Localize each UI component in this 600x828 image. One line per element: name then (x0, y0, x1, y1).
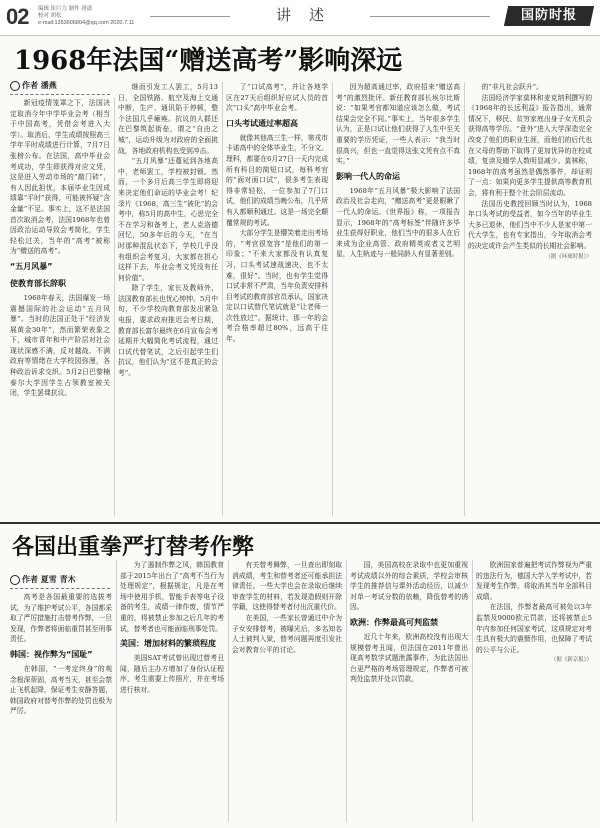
article-byline: 作者 潘燕 (10, 80, 57, 91)
article-headline: 1968年法国“赠送高考”影响深远 (14, 46, 403, 76)
paragraph: 高考是各国最重要的选拔考试，为了维护考试公平，各国都采取了严厉措施打击替考作弊，一旦发现，作弊者将面临重罚甚至刑事责任。 (10, 593, 112, 644)
paragraph: 继而引发工人罢工，5月13日，全国铁路、航空及海上交通中断，生产、通讯陷于停顿，整个法国几乎瘫痪。抗议的人群还在巴黎筑起街垒，谓之“自由之城”，运动升级为对政府的全面挑战，各地政府机构也受到冲击。 (118, 83, 218, 155)
column-divider (114, 98, 115, 516)
article-divider (0, 522, 600, 524)
column-divider (116, 560, 117, 822)
paragraph: 新冠疫情笼罩之下，法国决定取消今年中学毕业会考（相当于中国高考，凭借会考进入大学）。取消后，学生成绩按照高三学年平时成绩进行计算，7月7日张榜公布。在法国，高中毕业会考成功，学生即获得对应文凭，这是进入劳动市场的“敲门砖”，有人因此担忧，本届毕业生因成绩靠“平时”获得，可能被怀疑“含金量”不足。事实上，这不是法国首次取消会考，法国1968年也曾因政治运动导致会考简化，学生轻松过关，当年的“高考”被称为“赠送的高考”。 (10, 99, 110, 256)
article-column (468, 82, 592, 516)
article-column (350, 560, 468, 822)
byline-rule (10, 94, 110, 95)
page-number: 02 (6, 4, 29, 29)
column-divider (464, 82, 465, 516)
paragraph: 的“非凡社会跃升”。 (481, 83, 543, 91)
editor-line: 校对 胡松 (38, 13, 62, 19)
paragraph: 法国经济学家莫林和麦克纳利撰写的《1968年的长远利益》报告指出，通常情况下，移民、贫穷家庭出身子女无机会获得高等学历。“意外”进入大学深造完全改变了他们的职业生涯，而他们的后代也在父母的帮助下取得了更加优异的在校成绩，复读及辍学人数明显减少。莫林称，1968年的高考虽然是偶然事件，却证明了一点：如果向更多学生提供高等教育机会，将有利于整个社会阶层流动。 (468, 93, 592, 197)
column-divider (332, 82, 333, 516)
column-divider (222, 82, 223, 516)
article-byline: 作者 夏雪 青木 (10, 574, 76, 585)
article-column (226, 82, 328, 516)
subheading: 欧洲：作弊最高可判监禁 (350, 617, 438, 627)
article-column (336, 82, 460, 516)
section-label: 讲述 (275, 6, 342, 24)
masthead-rule (370, 16, 490, 17)
paragraph: 欧洲国家普遍把考试作弊视为严重的违法行为，德国大学入学考试中，若发现考生作弊，将取消其当年全部科目成绩。 (476, 561, 592, 601)
column-divider (228, 560, 229, 822)
editor-email: e-mail:1353606804@qq.com (38, 20, 109, 26)
subheading: 使教育部长辞职 (10, 278, 66, 288)
paragraph: 有关替考舞弊，一旦查出即刻取消成绩，考生和替考者还可能承担法律责任。一些大学也会在录取后继续审查学生的材料，若发现造假则开除学籍，这使得替考者付出沉重代价。 (232, 561, 342, 612)
masthead (0, 0, 600, 36)
editor-line: 编辑 崔巨力 制作 唐潇 (38, 6, 93, 12)
pen-icon (10, 575, 20, 585)
article-column (118, 82, 218, 516)
section-name (230, 4, 370, 28)
masthead-rule (150, 16, 230, 17)
newspaper-logo: 国防时报 (504, 6, 594, 26)
paragraph: 国，美国高校在录取中也更加重视考试成绩以外的综合素质，学校会审核学生的推荐信与课外活动经历，以减少对单一考试分数的依赖，降低替考的诱因。 (350, 561, 468, 612)
paragraph: 在法国，作弊者最高可被处以3年监禁及9000欧元罚款，还将被禁止5年内参加任何国家考试，这项规定对考生具有极大的震慑作用，也保障了考试的公平与公正。 (476, 603, 592, 654)
column-divider (472, 560, 473, 822)
paragraph: 了“口试高考”，并让各地学区在27天后组织好应试人员的首次“口头”高中毕业会考。 (226, 83, 328, 113)
article-column (10, 592, 112, 822)
subheading: “五月风暴” (10, 261, 53, 271)
subheading: 口头考试通过率超高 (226, 118, 298, 128)
paragraph: 1968年春天，法国爆发一场震撼国际的社会运动“五月风暴”。当时的法国正处于“经济发展黄金30年”，然而繁荣表象之下，城市青年和中产阶层对社会现状深感不满，反对越战、不满政府等情绪在大学校园弥漫，各种政治诉求交织。5月2日巴黎楠泰尔大学因学生占领教室被关闭，学生罢课抗议。 (10, 293, 110, 398)
paragraph: 大部分学生是懵笑着走出考场的，“考官很宽容”是他们的第一印象；“不来大家都没有认真复习，口头考试速战速决，也不太难，很好”。当时，也有学生觉得口试非常不严肃，当年负责安排科目考试的教育部官员承认，国家决定以口试替代笔试就是“让老师一次性放过”。据统计，那一年的会考合格率超过80%，远高于往年。 (226, 229, 328, 344)
byline-rule (10, 588, 110, 589)
article-column (10, 98, 110, 516)
article-headline: 各国出重拳严打替考作弊 (12, 534, 255, 560)
paragraph: 因为超高通过率，政府招来“赠送高考”的激烈批评。新任教育部长埃尔比斯说：“如果考官都知道应该怎么做，考试结果会完全不同。”事实上，当年很多学生认为，正是口试让他们获得了人生中至关重要的学历凭证，一些人表示：“我当时很高兴，但也一直觉得这张文凭有点不真实。” (336, 83, 460, 166)
paragraph: 在美国，一些家长曾通过中介为子女安排替考，被曝光后，多名知名人士被判入狱，替考问题再度引发社会对教育公平的讨论。 (232, 613, 342, 654)
paragraph: 1968年“五月风暴”极大影响了法国政治及社会走向，“赠送高考”更是眼瞅了一代人的命运。《世界报》称，一项报告显示，1968年的“高考标签”伴随许多毕业生获得好职业，他们当中的很多人在后来成为企业高管、政府精英或者文艺明星，人生轨迹与一般同龄人有显著差别。 (336, 186, 460, 259)
source-note: （据《环球时报》） (545, 253, 592, 260)
article-column (476, 560, 592, 822)
paragraph: 除了学生，家长及教师外，法国教育部长也忧心忡忡。5月中旬，不少学校向教育部发出紧急电报，要求政府推迟会考日期，教育部长富尔最终在6月宣布会考延期并大幅简化考试流程，通过口试代替笔试，之后引起学生们抗议，他们认为“这不是真正的会考”。 (118, 284, 218, 378)
paragraph: 法国历史教授回顾当时认为，1968年口头考试的受益者，如今当年的毕业生大多已退休，他们当中不少人是家中第一代大学生，也有专家指出，今年取消会考的决定或许会产生类似的长期社会影响。 (468, 199, 592, 250)
subheading: 影响一代人的命运 (336, 171, 400, 181)
article-column (120, 560, 224, 822)
paragraph: 为了遏制作弊之风，韩国教育部于2015年出台了“高考不当行为处理规定”，根据规定，凡是在考场中使用手机、智能手表等电子设备的考生，成绩一律作废，情节严重的，将被禁止参加之后几年的考试，替考者也可能面临刑事处罚。 (120, 561, 224, 633)
subheading: 韩国：视作弊为“国耻” (10, 649, 93, 659)
paragraph: 就像其他高三生一样，第戎市卡诺高中的全体毕业生，不分文、理科，都要在6月27日一天内完成所有科目的简短口试，每科考官的“面对面口试”，很多考生表现得非常轻松，一位参加了7门口试，他们的成绩当晚公布，几乎所有人都顺利通过。这是一场完全颠覆常规的考试。 (226, 133, 328, 227)
article-column (232, 560, 342, 822)
editor-credits (38, 6, 134, 27)
paragraph: 近几十年来，欧洲高校没有出现大规模替考丑闻，但法国在2011年曾出现高考数学试题泄露事件，为此法国出台更严格的考场管理规定，作弊者可被判处监禁并处以罚款。 (350, 632, 468, 684)
pen-icon (10, 81, 20, 91)
paragraph: 美国SAT考试曾出现过替考丑闻，随后主办方增加了身份认证程序，考生需要上传照片，并在考场进行核对。 (120, 654, 224, 694)
paragraph: 在韩国，“一考定终身”的观念根深蒂固，高考当天，甚至会禁止飞机起降，保证考生安静答题，韩国政府对替考作弊的处罚也极为严厉。 (10, 664, 112, 716)
paragraph: “五月风暴”还蔓延到各地高中，老师罢工，学校被封锁。然而，一个多月后高三学生即将迎来决定他们命运的毕业会考！纪录片《1968，高三生“被化”的会考中，称5月的高中生，心思完全不在学习和备考上，老人克洛德回忆，50多年后的今天，“在当时那种混乱状态下，学校几乎没有组织会考复习，大家都在担心这样下去，毕业会考文凭没有任何价值”。 (118, 157, 218, 282)
subheading: 美国：增加材料的繁琐程度 (120, 639, 216, 649)
column-divider (346, 560, 347, 822)
issue-date: 2020.7.11 (110, 20, 135, 26)
source-note: （据《新京报》） (550, 657, 592, 664)
